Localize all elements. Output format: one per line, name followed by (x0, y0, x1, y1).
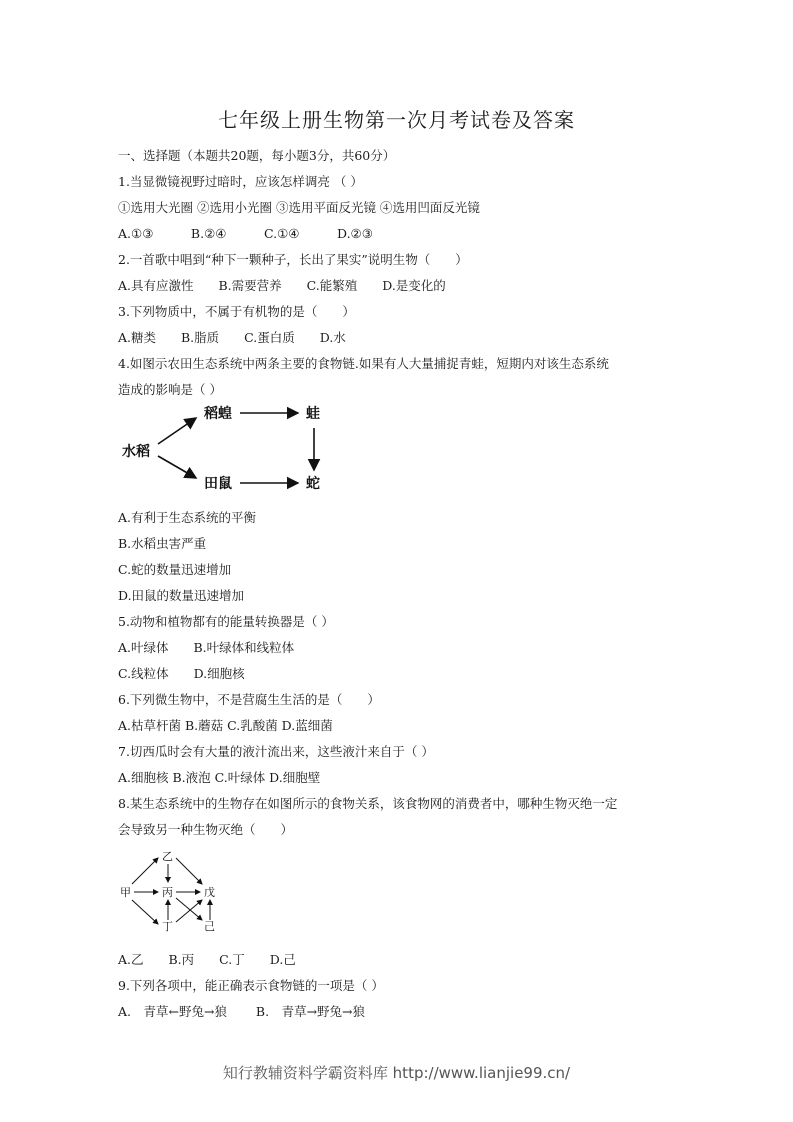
footer-watermark: 知行教辅资料学霸资料库 http://www.lianjie99.cn/ (222, 1064, 571, 1082)
node-snake: 蛇 (306, 476, 320, 492)
q1-items: ①选用大光圈 ②选用小光圈 ③选用平面反光镜 ④选用凹面反光镜 (118, 200, 480, 215)
q2-stem: 2.一首歌中唱到“种下一颗种子，长出了果实”说明生物（ ） (118, 252, 468, 267)
food-web-diagram (114, 846, 224, 936)
q5-options-line1: A.叶绿体 B.叶绿体和线粒体 (118, 640, 295, 655)
q1-stem: 1.当显微镜视野过暗时，应该怎样调亮 （ ） (118, 174, 363, 189)
q6-stem: 6.下列微生物中，不是营腐生生活的是（ ） (118, 692, 380, 707)
q9-options: A. 青草←野兔→狼 B. 青草→野兔→狼 (118, 1004, 366, 1019)
page-title: 七年级上册生物第一次月考试卷及答案 (218, 108, 575, 132)
q4-option-c: C.蛇的数量迅速增加 (118, 562, 232, 577)
q8-options: A.乙 B.丙 C.丁 D.己 (118, 952, 296, 967)
q7-options: A.细胞核 B.液泡 C.叶绿体 D.细胞壁 (118, 770, 321, 785)
food-chain-diagram (110, 398, 350, 500)
q3-options: A.糖类 B.脂质 C.蛋白质 D.水 (118, 330, 346, 345)
q3-stem: 3.下列物质中，不属于有机物的是（ ） (118, 304, 355, 319)
node-rat: 田鼠 (204, 476, 232, 492)
arrow-yi-wu (176, 858, 202, 884)
node-wu: 戊 (204, 886, 215, 899)
arrow-jia-ding (132, 900, 158, 924)
q5-stem: 5.动物和植物都有的能量转换器是（ ） (118, 614, 334, 629)
q5-options-line2: C.线粒体 D.细胞核 (118, 666, 245, 681)
arrow-ding-wu (176, 900, 202, 922)
q4-stem-line1: 4.如图示农田生态系统中两条主要的食物链.如果有人大量捕捉青蛙，短期内对该生态系统 (118, 356, 609, 371)
q2-options: A.具有应激性 B.需要营养 C.能繁殖 D.是变化的 (118, 278, 446, 293)
q7-stem: 7.切西瓜时会有大量的液汁流出来，这些液汁来自于（ ） (118, 744, 434, 759)
arrow-bing-ji (176, 898, 202, 920)
q4-option-d: D.田鼠的数量迅速增加 (118, 588, 245, 603)
node-yi: 乙 (162, 850, 173, 863)
node-ji: 己 (204, 920, 215, 933)
q4-option-b: B.水稻虫害严重 (118, 536, 207, 551)
arrow-rice-locust (158, 418, 196, 444)
node-rice: 水稻 (122, 444, 150, 460)
section-heading: 一、选择题（本题共20题，每小题3分，共60分） (118, 148, 396, 163)
q1-options: A.①③ B.②④ C.①④ D.②③ (118, 226, 373, 241)
node-ding: 丁 (162, 920, 173, 933)
arrow-jia-yi (132, 858, 158, 884)
q9-stem: 9.下列各项中，能正确表示食物链的一项是（ ） (118, 978, 384, 993)
q6-options: A.枯草杆菌 B.蘑菇 C.乳酸菌 D.蓝细菌 (118, 718, 333, 733)
node-locust: 稻蝗 (204, 406, 232, 422)
q4-stem-line2: 造成的影响是（ ） (118, 382, 222, 397)
node-frog: 蛙 (306, 406, 320, 422)
q4-option-a: A.有利于生态系统的平衡 (118, 510, 257, 525)
q8-stem-line2: 会导致另一种生物灭绝（ ） (118, 822, 294, 837)
node-jia: 甲 (120, 886, 131, 899)
node-bing: 丙 (162, 886, 173, 899)
q8-stem-line1: 8.某生态系统中的生物存在如图所示的食物关系，该食物网的消费者中，哪种生物灭绝一定 (118, 796, 618, 811)
arrow-rice-rat (158, 456, 196, 478)
